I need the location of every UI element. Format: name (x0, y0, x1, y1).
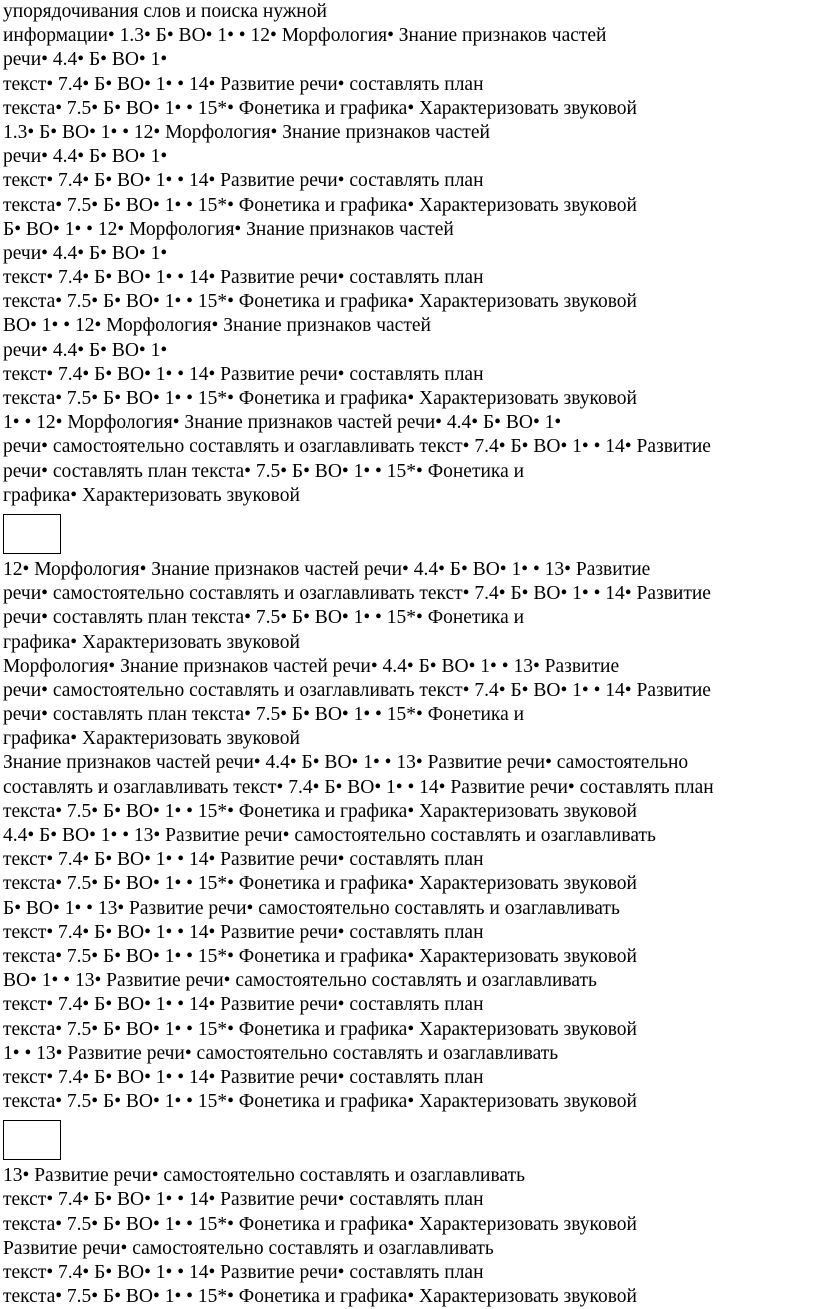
document-page (3, 0, 815, 1309)
text-line: текст• 7.4• Б• ВО• 1• • 14• Развитие речи• составлять план (3, 921, 484, 943)
text-line: текст• 7.4• Б• ВО• 1• • 14• Развитие речи• составлять план (3, 267, 484, 289)
text-line: Знание признаков частей речи• 4.4• Б• ВО• 1• • 13• Развитие речи• самостоятельно (3, 752, 689, 774)
text-line: речи• составлять план текста• 7.5• Б• ВО• 1• • 15*• Фонетика и (3, 460, 525, 482)
text-line: графика• Характеризовать звуковой (3, 728, 300, 750)
text-line: Морфология• Знание признаков частей речи• 4.4• Б• ВО• 1• • 13• Развитие (3, 655, 620, 677)
text-line: 12• Морфология• Знание признаков частей речи• 4.4• Б• ВО• 1• • 13• Развитие (3, 558, 651, 580)
text-line: ВО• 1• • 12• Морфология• Знание признаков частей (3, 315, 431, 337)
text-line: речи• самостоятельно составлять и озаглавливать текст• 7.4• Б• ВО• 1• • 14• Развитие (3, 436, 711, 458)
text-block (3, 1164, 815, 1309)
text-block (3, 558, 815, 1114)
text-line: речи• 4.4• Б• ВО• 1• (3, 242, 168, 264)
image-placeholder-box (3, 1120, 61, 1160)
text-line: графика• Характеризовать звуковой (3, 484, 300, 506)
image-placeholder-box (3, 514, 61, 554)
text-line: Б• ВО• 1• • 13• Развитие речи• самостоятельно составлять и озаглавливать (3, 897, 620, 919)
text-line: информации• 1.3• Б• ВО• 1• • 12• Морфология• Знание признаков частей (3, 25, 607, 47)
text-line: ВО• 1• • 13• Развитие речи• самостоятельно составлять и озаглавливать (3, 970, 597, 992)
text-line: речи• составлять план текста• 7.5• Б• ВО• 1• • 15*• Фонетика и (3, 607, 525, 629)
text-line: речи• 4.4• Б• ВО• 1• (3, 49, 168, 71)
text-line: 13• Развитие речи• самостоятельно составлять и озаглавливать (3, 1165, 525, 1187)
text-line: речи• 4.4• Б• ВО• 1• (3, 339, 168, 361)
text-line: текст• 7.4• Б• ВО• 1• • 14• Развитие речи• составлять план (3, 363, 484, 385)
text-line: текста• 7.5• Б• ВО• 1• • 15*• Фонетика и графика• Характеризовать звуковой (3, 291, 637, 313)
text-line: текст• 7.4• Б• ВО• 1• • 14• Развитие речи• составлять план (3, 849, 484, 871)
text-line: составлять и озаглавливать текст• 7.4• Б• ВО• 1• • 14• Развитие речи• составлять план (3, 776, 714, 798)
text-line: Б• ВО• 1• • 12• Морфология• Знание признаков частей (3, 218, 454, 240)
text-line: текст• 7.4• Б• ВО• 1• • 14• Развитие речи• составлять план (3, 1066, 484, 1088)
text-line: текста• 7.5• Б• ВО• 1• • 15*• Фонетика и графика• Характеризовать звуковой (3, 873, 637, 895)
text-line: 1.3• Б• ВО• 1• • 12• Морфология• Знание признаков частей (3, 121, 490, 143)
text-line: текст• 7.4• Б• ВО• 1• • 14• Развитие речи• составлять план (3, 994, 484, 1016)
text-line: упорядочивания слов и поиска нужной (3, 1, 327, 22)
text-line: речи• самостоятельно составлять и озаглавливать текст• 7.4• Б• ВО• 1• • 14• Развитие (3, 583, 711, 605)
text-line: текста• 7.5• Б• ВО• 1• • 15*• Фонетика и графика• Характеризовать звуковой (3, 800, 637, 822)
text-line: текста• 7.5• Б• ВО• 1• • 15*• Фонетика и графика• Характеризовать звуковой (3, 945, 637, 967)
text-block (3, 0, 815, 508)
text-line: текста• 7.5• Б• ВО• 1• • 15*• Фонетика и графика• Характеризовать звуковой (3, 1018, 637, 1040)
text-line: 4.4• Б• ВО• 1• • 13• Развитие речи• самостоятельно составлять и озаглавливать (3, 825, 656, 846)
text-line: речи• составлять план текста• 7.5• Б• ВО• 1• • 15*• Фонетика и (3, 704, 525, 726)
text-line: речи• самостоятельно составлять и озаглавливать текст• 7.4• Б• ВО• 1• • 14• Развитие (3, 679, 711, 701)
text-line: Развитие речи• самостоятельно составлять и озаглавливать (3, 1237, 494, 1259)
text-line: графика• Характеризовать звуковой (3, 631, 300, 653)
text-line: текст• 7.4• Б• ВО• 1• • 14• Развитие речи• составлять план (3, 1189, 484, 1211)
text-line: текста• 7.5• Б• ВО• 1• • 15*• Фонетика и графика• Характеризовать звуковой (3, 1286, 637, 1308)
text-line: текста• 7.5• Б• ВО• 1• • 15*• Фонетика и графика• Характеризовать звуковой (3, 97, 637, 119)
text-line: текст• 7.4• Б• ВО• 1• • 14• Развитие речи• составлять план (3, 73, 484, 95)
text-line: 1• • 13• Развитие речи• самостоятельно составлять и озаглавливать (3, 1042, 559, 1064)
text-line: текста• 7.5• Б• ВО• 1• • 15*• Фонетика и графика• Характеризовать звуковой (3, 194, 637, 216)
text-line: 1• • 12• Морфология• Знание признаков частей речи• 4.4• Б• ВО• 1• (3, 412, 562, 434)
text-line: речи• 4.4• Б• ВО• 1• (3, 146, 168, 168)
text-line: текста• 7.5• Б• ВО• 1• • 15*• Фонетика и графика• Характеризовать звуковой (3, 1091, 637, 1113)
text-line: текст• 7.4• Б• ВО• 1• • 14• Развитие речи• составлять план (3, 1262, 484, 1283)
text-line: текста• 7.5• Б• ВО• 1• • 15*• Фонетика и графика• Характеризовать звуковой (3, 388, 637, 409)
text-line: текста• 7.5• Б• ВО• 1• • 15*• Фонетика и графика• Характеризовать звуковой (3, 1213, 637, 1235)
text-line: текст• 7.4• Б• ВО• 1• • 14• Развитие речи• составлять план (3, 170, 484, 192)
